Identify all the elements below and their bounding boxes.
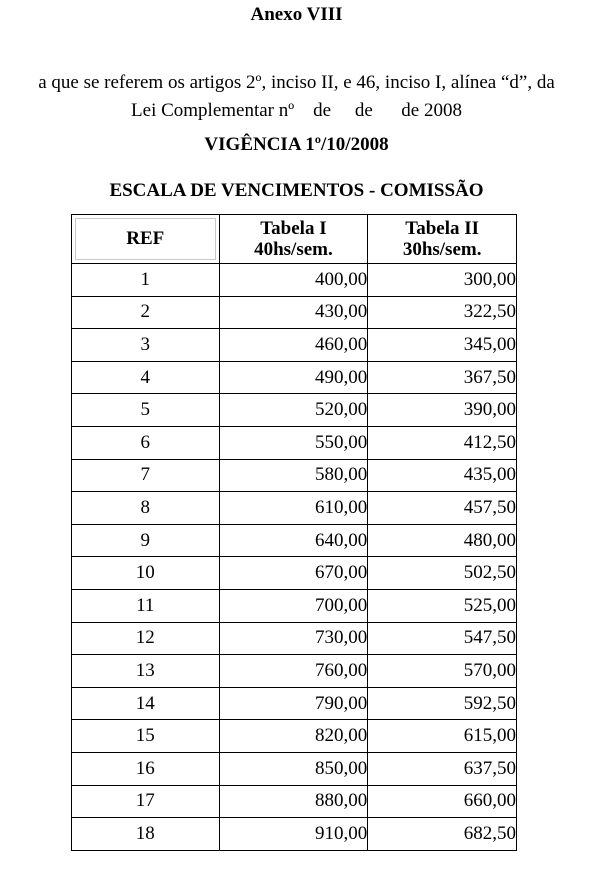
cell-tabela-1: 520,00 (219, 394, 368, 427)
header-tabela-2-name: Tabela II (405, 218, 480, 239)
header-ref-label: REF (75, 218, 216, 260)
cell-tabela-2: 435,00 (368, 459, 517, 492)
cell-ref: 10 (72, 557, 220, 590)
cell-ref: 13 (72, 655, 220, 688)
cell-tabela-2: 592,50 (368, 687, 517, 720)
cell-ref: 9 (72, 524, 220, 557)
cell-ref: 18 (72, 818, 220, 851)
cell-ref: 4 (72, 361, 220, 394)
cell-tabela-1: 400,00 (219, 264, 368, 297)
cell-tabela-2: 480,00 (368, 524, 517, 557)
table-row (72, 687, 517, 720)
cell-tabela-1: 910,00 (219, 818, 368, 851)
header-tabela-2-hours: 30hs/sem. (402, 239, 482, 260)
table-row (72, 492, 517, 525)
header-ref (72, 215, 220, 264)
legal-reference (0, 69, 593, 125)
cell-ref: 12 (72, 622, 220, 655)
cell-ref: 3 (72, 329, 220, 362)
cell-ref: 8 (72, 492, 220, 525)
table-row (72, 426, 517, 459)
cell-ref: 2 (72, 296, 220, 329)
header-tabela-1-hours: 40hs/sem. (254, 239, 333, 260)
cell-ref: 14 (72, 687, 220, 720)
cell-tabela-2: 367,50 (368, 361, 517, 394)
legal-reference-line-1: a que se referem os artigos 2º, inciso II, e 46, inciso I, alínea “d”, da (38, 72, 555, 93)
cell-tabela-2: 345,00 (368, 329, 517, 362)
cell-tabela-1: 490,00 (219, 361, 368, 394)
cell-ref: 15 (72, 720, 220, 753)
cell-tabela-1: 760,00 (219, 655, 368, 688)
vigencia-heading: VIGÊNCIA 1º/10/2008 (204, 134, 389, 155)
cell-ref: 16 (72, 752, 220, 785)
cell-tabela-1: 700,00 (219, 589, 368, 622)
cell-tabela-2: 615,00 (368, 720, 517, 753)
table-body (72, 264, 517, 851)
table-row (72, 752, 517, 785)
cell-tabela-2: 412,50 (368, 426, 517, 459)
cell-tabela-2: 502,50 (368, 557, 517, 590)
cell-tabela-1: 430,00 (219, 296, 368, 329)
table-row (72, 785, 517, 818)
cell-tabela-1: 640,00 (219, 524, 368, 557)
table-row (72, 589, 517, 622)
cell-ref: 5 (72, 394, 220, 427)
cell-tabela-1: 790,00 (219, 687, 368, 720)
cell-tabela-1: 820,00 (219, 720, 368, 753)
cell-tabela-1: 460,00 (219, 329, 368, 362)
cell-tabela-1: 550,00 (219, 426, 368, 459)
cell-tabela-2: 547,50 (368, 622, 517, 655)
cell-tabela-1: 880,00 (219, 785, 368, 818)
cell-tabela-1: 670,00 (219, 557, 368, 590)
table-row (72, 557, 517, 590)
table-row (72, 459, 517, 492)
document-title: Anexo VIII (250, 4, 343, 25)
header-tabela-2 (368, 215, 517, 264)
header-tabela-1 (219, 215, 368, 264)
table-row (72, 818, 517, 851)
table-row (72, 296, 517, 329)
cell-ref: 17 (72, 785, 220, 818)
table-row (72, 264, 517, 297)
cell-tabela-2: 322,50 (368, 296, 517, 329)
cell-tabela-2: 637,50 (368, 752, 517, 785)
cell-tabela-2: 457,50 (368, 492, 517, 525)
cell-tabela-2: 660,00 (368, 785, 517, 818)
table-row (72, 394, 517, 427)
cell-tabela-2: 390,00 (368, 394, 517, 427)
table-row (72, 622, 517, 655)
cell-tabela-1: 850,00 (219, 752, 368, 785)
cell-ref: 6 (72, 426, 220, 459)
cell-tabela-2: 300,00 (368, 264, 517, 297)
cell-tabela-1: 730,00 (219, 622, 368, 655)
cell-tabela-1: 610,00 (219, 492, 368, 525)
table-row (72, 720, 517, 753)
table-title: ESCALA DE VENCIMENTOS - COMISSÃO (109, 180, 484, 201)
table-row (72, 361, 517, 394)
legal-reference-line-2: Lei Complementar nº de de de 2008 (131, 100, 462, 121)
header-tabela-1-name: Tabela I (260, 218, 327, 239)
cell-ref: 7 (72, 459, 220, 492)
table-row (72, 524, 517, 557)
table-row (72, 329, 517, 362)
cell-tabela-1: 580,00 (219, 459, 368, 492)
salary-scale-table (71, 214, 517, 851)
cell-ref: 11 (72, 589, 220, 622)
cell-tabela-2: 570,00 (368, 655, 517, 688)
cell-tabela-2: 682,50 (368, 818, 517, 851)
cell-tabela-2: 525,00 (368, 589, 517, 622)
cell-ref: 1 (72, 264, 220, 297)
table-row (72, 655, 517, 688)
table-header-row (72, 215, 517, 264)
